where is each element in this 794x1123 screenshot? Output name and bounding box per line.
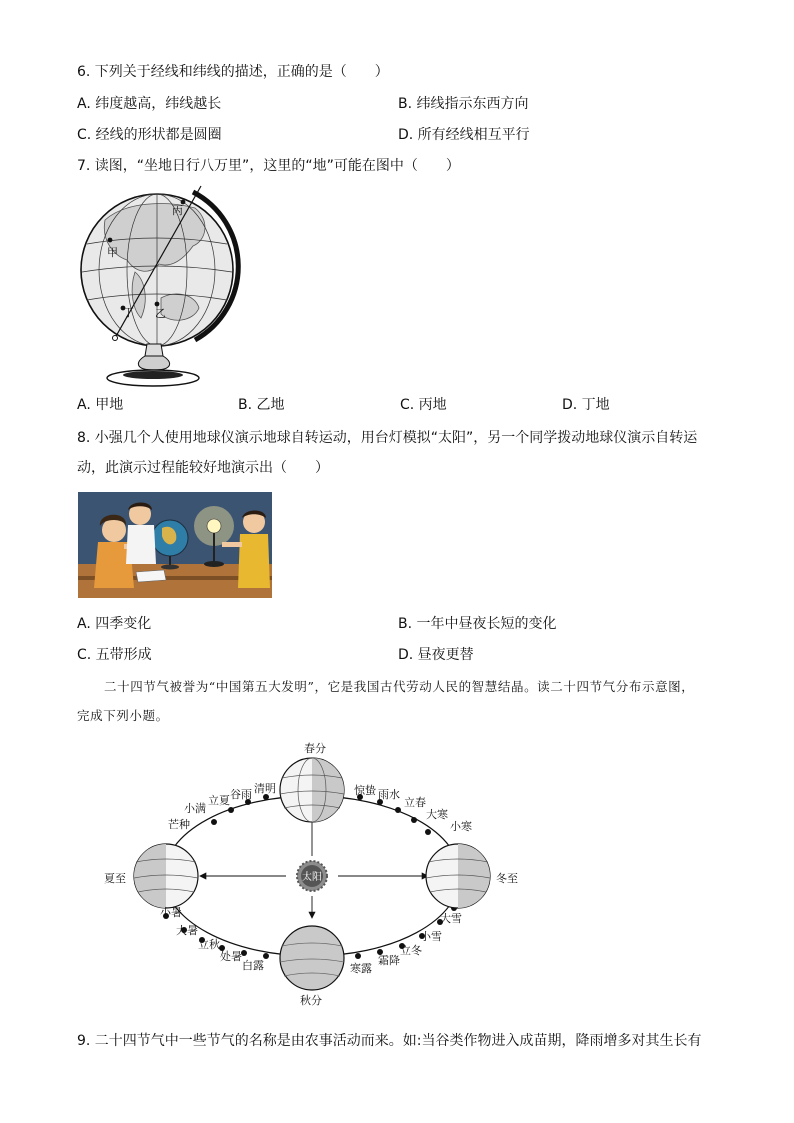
question-7-option-d[interactable]: D. 丁地 xyxy=(562,397,610,413)
term-xiaoxue: 小雪 xyxy=(420,930,442,943)
term-bailu: 白露 xyxy=(242,959,264,972)
sun-label: 太阳 xyxy=(302,872,322,883)
question-6-option-d[interactable]: D. 所有经线相互平行 xyxy=(398,127,530,143)
question-8-stem-line1: 8. 小强几个人使用地球仪演示地球自转运动，用台灯模拟“太阳”，另一个同学拨动地球仪演示自转运 xyxy=(77,430,698,446)
label-spring-equinox: 春分 xyxy=(304,742,326,755)
question-7-stem: 7. 读图，“坐地日行八万里”，这里的“地”可能在图中（ ） xyxy=(77,158,460,174)
passage-line-2: 完成下列小题。 xyxy=(77,708,169,723)
demonstration-illustration xyxy=(78,492,272,598)
globe-label-ding: 丁 xyxy=(123,306,134,319)
question-6-stem: 6. 下列关于经线和纬线的描述，正确的是（ ） xyxy=(77,64,389,80)
earth-autumn-equinox xyxy=(280,926,344,990)
passage-line-1: 二十四节气被誉为“中国第五大发明”，它是我国古代劳动人民的智慧结晶。读二十四节气分布示意图， xyxy=(104,679,695,694)
question-8-option-a[interactable]: A. 四季变化 xyxy=(77,616,152,632)
question-7-option-a[interactable]: A. 甲地 xyxy=(77,397,124,413)
term-xiaoshu: 小暑 xyxy=(160,906,182,919)
question-6-option-b[interactable]: B. 纬线指示东西方向 xyxy=(398,96,529,112)
question-6-option-c[interactable]: C. 经线的形状都是圆圈 xyxy=(77,127,222,143)
question-8-option-c[interactable]: C. 五带形成 xyxy=(77,647,152,663)
sun-icon xyxy=(297,861,327,891)
term-lixia: 立夏 xyxy=(208,794,230,807)
term-shuangjiang: 霜降 xyxy=(378,954,400,967)
question-7-option-b[interactable]: B. 乙地 xyxy=(238,397,285,413)
earth-winter-solstice xyxy=(426,844,490,908)
globe-label-bing: 丙 xyxy=(172,204,183,217)
label-autumn-equinox: 秋分 xyxy=(300,994,322,1007)
question-9-stem: 9. 二十四节气中一些节气的名称是由农事活动而来。如:当谷类作物进入成苗期，降雨增多对其生长有 xyxy=(77,1033,702,1049)
globe-label-jia: 甲 xyxy=(107,246,118,259)
globe-figure xyxy=(75,180,250,392)
globe-label-yi: 乙 xyxy=(155,307,166,320)
label-winter-solstice: 冬至 xyxy=(496,872,518,885)
term-chushu: 处暑 xyxy=(220,950,242,963)
term-guyu: 谷雨 xyxy=(230,788,252,801)
term-daxue: 大雪 xyxy=(440,912,462,925)
term-hanlu: 寒露 xyxy=(350,962,372,975)
earth-summer-solstice xyxy=(134,844,198,908)
question-7-option-c[interactable]: C. 丙地 xyxy=(400,397,447,413)
earth-spring-equinox xyxy=(280,758,344,822)
term-lichun: 立春 xyxy=(404,796,426,809)
question-8-stem-line2: 动，此演示过程能较好地演示出（ ） xyxy=(77,460,329,476)
term-mangzhong: 芒种 xyxy=(168,818,190,831)
term-jingzhe: 惊蛰 xyxy=(354,784,376,797)
term-dashu: 大暑 xyxy=(176,924,198,937)
question-8-option-b[interactable]: B. 一年中昼夜长短的变化 xyxy=(398,616,557,632)
term-liqiu: 立秋 xyxy=(198,938,220,951)
question-8-option-d[interactable]: D. 昼夜更替 xyxy=(398,647,474,663)
solar-terms-diagram xyxy=(90,742,530,1010)
question-6-option-a[interactable]: A. 纬度越高，纬线越长 xyxy=(77,96,222,112)
term-xiaohan: 小寒 xyxy=(450,820,472,833)
term-dahan: 大寒 xyxy=(426,808,448,821)
term-xiaoman: 小满 xyxy=(184,802,206,815)
label-summer-solstice: 夏至 xyxy=(104,872,126,885)
term-yushui: 雨水 xyxy=(378,788,400,801)
term-qingming: 清明 xyxy=(254,782,276,795)
term-lidong: 立冬 xyxy=(400,944,422,957)
